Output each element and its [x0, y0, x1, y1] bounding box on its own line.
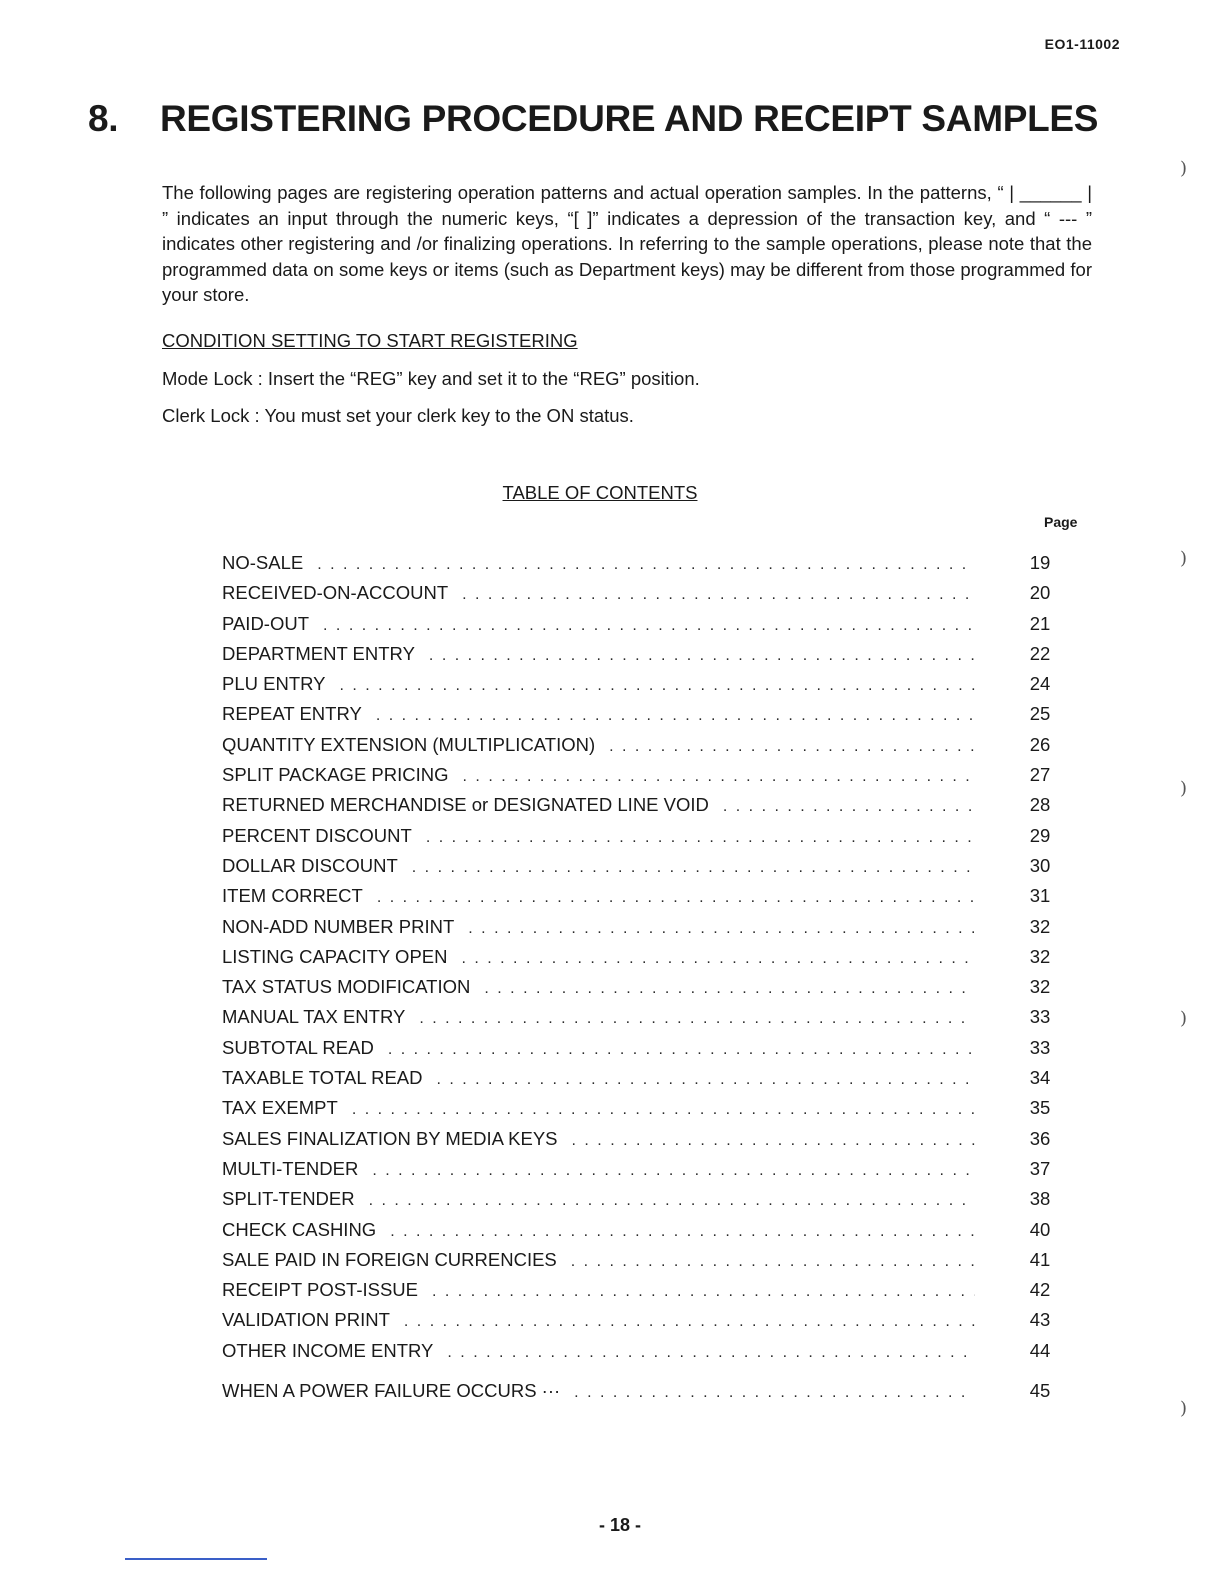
document-code: EO1-11002: [1044, 36, 1120, 52]
toc-entry: [222, 1340, 1077, 1370]
dot-leader: [412, 859, 975, 877]
toc-entry-label: SPLIT PACKAGE PRICING: [222, 764, 449, 786]
dot-leader: [376, 707, 975, 725]
toc-entry-page: 32: [1029, 945, 1051, 967]
toc-entry: [222, 703, 1077, 733]
dot-leader: [723, 798, 975, 816]
toc-entry-label: TAX EXEMPT: [222, 1097, 338, 1119]
toc-entry-label: SALES FINALIZATION BY MEDIA KEYS: [222, 1127, 558, 1149]
toc-entry: [222, 1219, 1077, 1249]
toc-entry-label: PAID-OUT: [222, 612, 310, 634]
dot-leader: [426, 829, 975, 847]
toc-entry-page: 29: [1029, 824, 1051, 846]
dot-leader: [432, 1283, 975, 1301]
toc-entry: [222, 1158, 1077, 1188]
dot-leader: [436, 1071, 975, 1089]
toc-entry: [222, 1067, 1077, 1097]
dot-leader: [404, 1313, 975, 1331]
toc-entry: [222, 1309, 1077, 1339]
toc-entry-label: WHEN A POWER FAILURE OCCURS ···: [222, 1380, 561, 1402]
toc-entry: [222, 552, 1077, 582]
clerk-lock-instruction: Clerk Lock : You must set your clerk key to the ON status.: [162, 405, 634, 426]
toc-entry: [222, 1128, 1077, 1158]
dot-leader: [447, 1344, 975, 1362]
dot-leader: [429, 647, 975, 665]
toc-entry-page: 32: [1029, 915, 1051, 937]
toc-entry: [222, 946, 1077, 976]
page-heading: [88, 98, 1114, 140]
toc-entry-label: NON-ADD NUMBER PRINT: [222, 915, 455, 937]
bottom-rule: [125, 1558, 267, 1560]
toc-entry: [222, 1249, 1077, 1279]
toc-entry: [222, 976, 1077, 1006]
toc-entry-label: LISTING CAPACITY OPEN: [222, 945, 448, 967]
toc-entry-label: VALIDATION PRINT: [222, 1309, 390, 1331]
dot-leader: [369, 1192, 975, 1210]
toc-entry: [222, 613, 1077, 643]
toc-entry-label: SUBTOTAL READ: [222, 1036, 374, 1058]
margin-punch-mark: ): [1180, 1398, 1188, 1419]
toc-entry-page: 24: [1029, 673, 1051, 695]
page-number: - 18 -: [598, 1515, 641, 1535]
toc-entry-label: TAXABLE TOTAL READ: [222, 1067, 423, 1089]
toc-entry: [222, 794, 1077, 824]
dot-leader: [340, 677, 976, 695]
toc-entry-label: SALE PAID IN FOREIGN CURRENCIES: [222, 1248, 557, 1270]
dot-leader: [484, 980, 975, 998]
toc-entry-page: 37: [1029, 1157, 1051, 1179]
toc-entry: [222, 855, 1077, 885]
toc-entry-label: NO-SALE: [222, 552, 304, 573]
dot-leader: [462, 586, 975, 604]
toc-entry: [222, 916, 1077, 946]
dot-leader: [377, 889, 975, 907]
toc-entry-page: 45: [1029, 1380, 1051, 1402]
toc-entry: [222, 734, 1077, 764]
dot-leader: [388, 1041, 975, 1059]
toc-entry-page: 41: [1029, 1248, 1051, 1270]
toc-entry-page: 38: [1029, 1188, 1051, 1210]
toc-entry-page: 22: [1029, 642, 1051, 664]
toc-entry-label: RETURNED MERCHANDISE or DESIGNATED LINE VOID: [222, 794, 709, 816]
toc-entry-label: DOLLAR DISCOUNT: [222, 854, 398, 876]
toc-entry-page: 35: [1029, 1097, 1051, 1119]
toc-entry-label: PLU ENTRY: [222, 673, 326, 695]
toc-entry-label: MANUAL TAX ENTRY: [222, 1006, 406, 1028]
toc-entry-label: TAX STATUS MODIFICATION: [222, 976, 471, 998]
toc-entry-label: RECEIVED-ON-ACCOUNT: [222, 582, 449, 604]
toc-entry: [222, 673, 1077, 703]
mode-lock-instruction: Mode Lock : Insert the “REG” key and set it to the “REG” position.: [162, 368, 700, 389]
toc-entry-page: 40: [1029, 1218, 1051, 1240]
toc-entry-page: 31: [1029, 885, 1051, 907]
section-number: 8.: [88, 98, 119, 139]
toc-entry-page: 34: [1029, 1067, 1051, 1089]
dot-leader: [372, 1162, 975, 1180]
dot-leader: [574, 1384, 975, 1402]
toc-entry-page: 44: [1029, 1339, 1051, 1361]
toc-page-column-label: Page: [1044, 514, 1078, 530]
toc-entry-page: 43: [1029, 1309, 1051, 1331]
margin-punch-mark: ): [1180, 778, 1188, 799]
toc-entry-label: DEPARTMENT ENTRY: [222, 642, 415, 664]
dot-leader: [571, 1253, 975, 1271]
toc-title: TABLE OF CONTENTS: [502, 482, 698, 503]
toc-entry: [222, 1380, 1077, 1410]
toc-entry-page: 36: [1029, 1127, 1051, 1149]
dot-leader: [609, 738, 975, 756]
dot-leader: [572, 1132, 975, 1150]
dot-leader: [461, 950, 975, 968]
dot-leader: [463, 768, 975, 786]
toc-entry: [222, 1006, 1077, 1036]
dot-leader: [419, 1010, 975, 1028]
condition-title: CONDITION SETTING TO START REGISTERING: [162, 330, 578, 351]
margin-punch-mark: ): [1180, 158, 1188, 179]
toc-entry-label: SPLIT-TENDER: [222, 1188, 355, 1210]
toc-entry-page: 27: [1029, 764, 1051, 786]
intro-paragraph: The following pages are registering operation patterns and actual operation samples. In the patterns, “ | ______ | ” indicates an input through the numeric keys, “[ ]” indicates a depression of the transaction key, and “ --- ” indicates other registering and /or finalizing operations. In referring to the sample operations, please note that the programmed data on some keys or items (such as Department keys) may be different from those programmed for your store.: [162, 182, 1092, 305]
toc-entry-label: MULTI-TENDER: [222, 1157, 359, 1179]
dot-leader: [323, 617, 975, 635]
toc-entry: [222, 582, 1077, 612]
toc-entry-page: 28: [1029, 794, 1051, 816]
toc-entry-label: RECEIPT POST-ISSUE: [222, 1279, 419, 1301]
toc-entry-label: ITEM CORRECT: [222, 885, 363, 907]
toc-entry-page: 21: [1029, 612, 1051, 634]
toc-entry-label: CHECK CASHING: [222, 1218, 377, 1240]
toc-entry: [222, 1279, 1077, 1309]
toc-entry: [222, 643, 1077, 673]
toc-entry-page: 42: [1029, 1279, 1051, 1301]
section-title: REGISTERING PROCEDURE AND RECEIPT SAMPLES: [160, 98, 1099, 139]
toc-entry: [222, 885, 1077, 915]
toc-entry-page: 25: [1029, 703, 1051, 725]
toc-entry-page: 33: [1029, 1036, 1051, 1058]
dot-leader: [352, 1101, 975, 1119]
toc-entry-page: 33: [1029, 1006, 1051, 1028]
toc-entry-page: 32: [1029, 976, 1051, 998]
dot-leader: [390, 1223, 975, 1241]
toc-entry: [222, 825, 1077, 855]
toc-entry-page: 26: [1029, 733, 1051, 755]
toc-entry: [222, 1188, 1077, 1218]
toc-entry-page: 30: [1029, 854, 1051, 876]
toc-entry: [222, 764, 1077, 794]
toc-entry-label: OTHER INCOME ENTRY: [222, 1339, 434, 1361]
toc-entry-page: 19: [1029, 552, 1051, 573]
margin-punch-mark: ): [1180, 548, 1188, 569]
toc-entry-label: QUANTITY EXTENSION (MULTIPLICATION): [222, 733, 596, 755]
toc-entry: [222, 1097, 1077, 1127]
toc-entry-page: 20: [1029, 582, 1051, 604]
margin-punch-mark: ): [1180, 1008, 1188, 1029]
toc-entry-label: REPEAT ENTRY: [222, 703, 362, 725]
toc-entry: [222, 1037, 1077, 1067]
toc-entry-label: PERCENT DISCOUNT: [222, 824, 412, 846]
dot-leader: [468, 920, 975, 938]
dot-leader: [317, 556, 975, 574]
table-of-contents: [222, 552, 1077, 1410]
